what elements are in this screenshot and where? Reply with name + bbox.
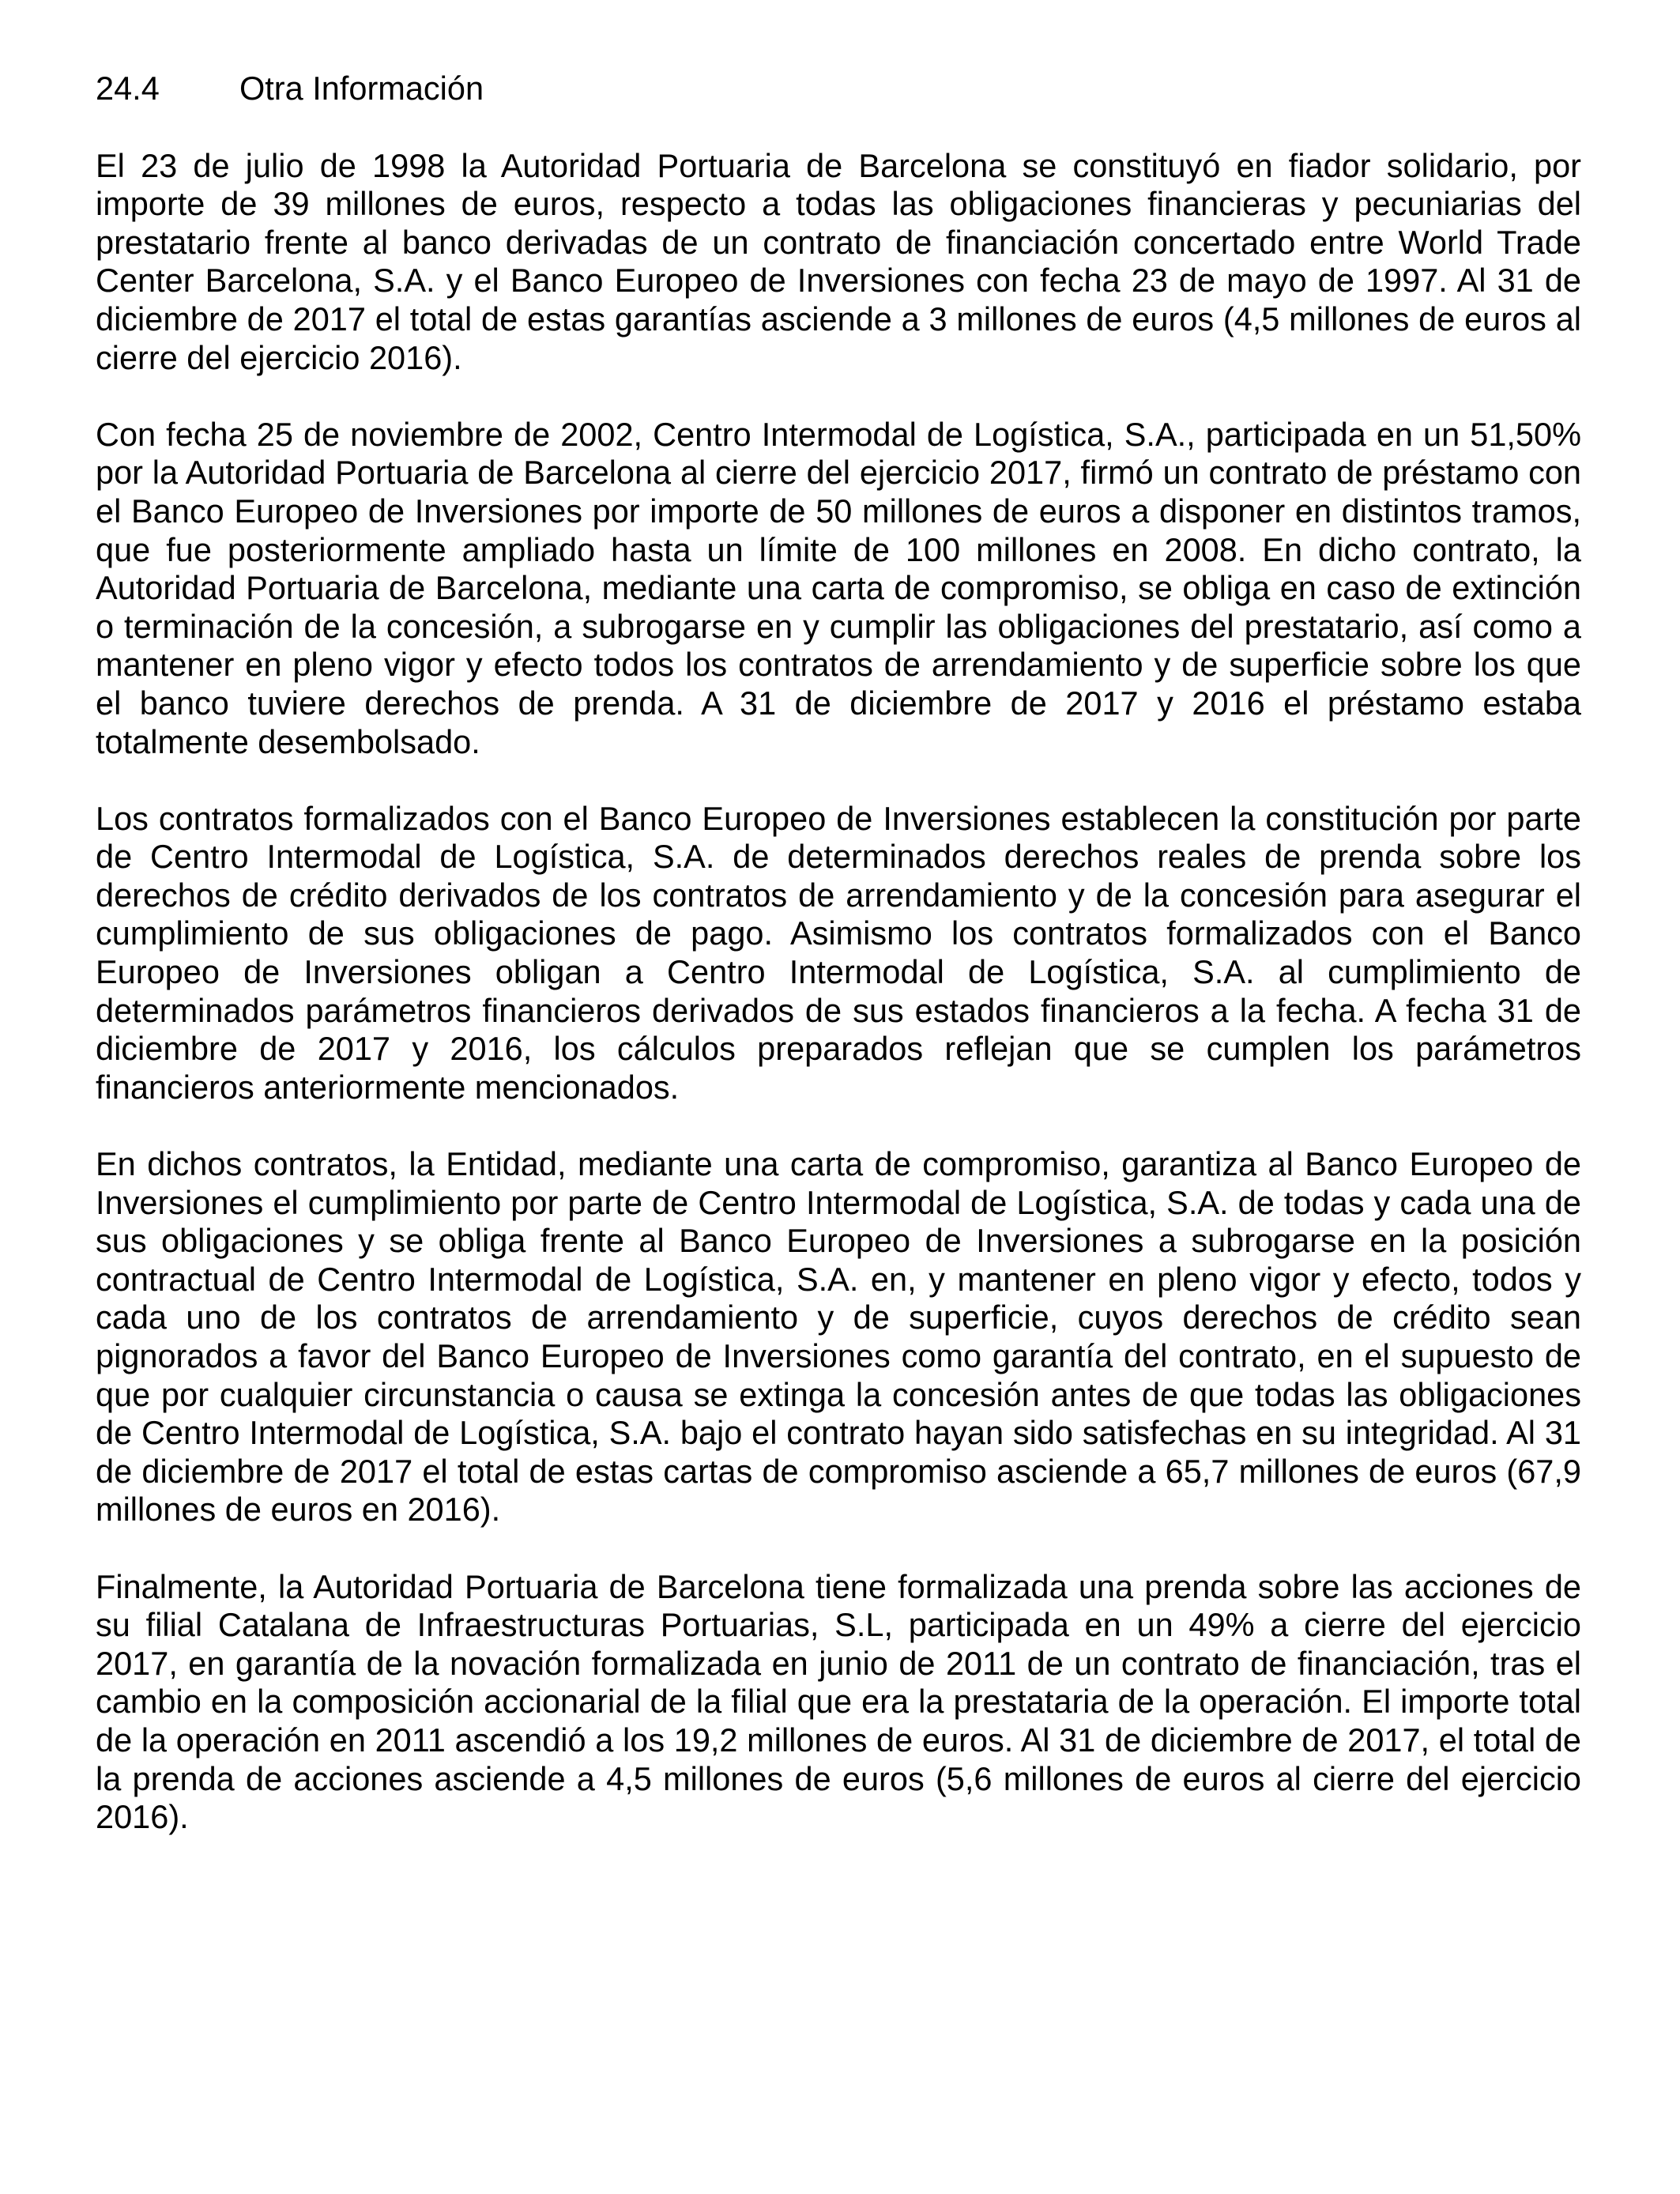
paragraph-cilsa-loan: Con fecha 25 de noviembre de 2002, Centro Intermodal de Logística, S.A., participada en un 51,50% por la Autoridad Portuaria de Barcelona al cierre del ejercicio 2017, firmó un contrato de préstamo con el Banco Europeo de Inversiones por importe de 50 millones de euros a disponer en distintos tramos, que fue posteriormente ampliado hasta un límite de 100 millones en 2008. En dicho contrato, la Autoridad Portuaria de Barcelona, mediante una carta de compromiso, se obliga en caso de extinción o terminación de la concesión, a subrogarse en y cumplir las obligaciones del prestatario, así como a mantener en pleno vigor y efecto todos los contratos de arrendamiento y de superficie sobre los que el banco tuviere derechos de prenda. A 31 de diciembre de 2017 y 2016 el préstamo estaba totalmente desembolsado. xyxy=(96,415,1581,760)
section-heading xyxy=(96,70,1581,108)
section-title: Otra Información xyxy=(239,70,484,107)
paragraph-wtc-guarantee: El 23 de julio de 1998 la Autoridad Portuaria de Barcelona se constituyó en fiador solidario, por importe de 39 millones de euros, respecto a todas las obligaciones financieras y pecuniarias del prestatario frente al banco derivadas de un contrato de financiación concertado entre World Trade Center Barcelona, S.A. y el Banco Europeo de Inversiones con fecha 23 de mayo de 1997. Al 31 de diciembre de 2017 el total de estas garantías asciende a 3 millones de euros (4,5 millones de euros al cierre del ejercicio 2016). xyxy=(96,146,1581,376)
document-page xyxy=(96,70,1581,1875)
paragraph-share-pledge: Finalmente, la Autoridad Portuaria de Barcelona tiene formalizada una prenda sobre las acciones de su filial Catalana de Infraestructuras Portuarias, S.L, participada en un 49% a cierre del ejercicio 2017, en garantía de la novación formalizada en junio de 2011 de un contrato de financiación, tras el cambio en la composición accionarial de la filial que era la prestataria de la operación. El importe total de la operación en 2011 ascendió a los 19,2 millones de euros. Al 31 de diciembre de 2017, el total de la prenda de acciones asciende a 4,5 millones de euros (5,6 millones de euros al cierre del ejercicio 2016). xyxy=(96,1567,1581,1836)
section-number: 24.4 xyxy=(96,70,160,107)
paragraph-bei-contracts: Los contratos formalizados con el Banco Europeo de Inversiones establecen la constitución por parte de Centro Intermodal de Logística, S.A. de determinados derechos reales de prenda sobre los derechos de crédito derivados de los contratos de arrendamiento y de la concesión para asegurar el cumplimiento de sus obligaciones de pago. Asimismo los contratos formalizados con el Banco Europeo de Inversiones obligan a Centro Intermodal de Logística, S.A. al cumplimiento de determinados parámetros financieros derivados de sus estados financieros a la fecha. A fecha 31 de diciembre de 2017 y 2016, los cálculos preparados reflejan que se cumplen los parámetros financieros anteriormente mencionados. xyxy=(96,799,1581,1106)
paragraph-commitment-letter: En dichos contratos, la Entidad, mediante una carta de compromiso, garantiza al Banco Europeo de Inversiones el cumplimiento por parte de Centro Intermodal de Logística, S.A. de todas y cada una de sus obligaciones y se obliga frente al Banco Europeo de Inversiones a subrogarse en la posición contractual de Centro Intermodal de Logística, S.A. en, y mantener en pleno vigor y efecto, todos y cada uno de los contratos de arrendamiento y de superficie, cuyos derechos de crédito sean pignorados a favor del Banco Europeo de Inversiones como garantía del contrato, en el supuesto de que por cualquier circunstancia o causa se extinga la concesión antes de que todas las obligaciones de Centro Intermodal de Logística, S.A. bajo el contrato hayan sido satisfechas en su integridad. Al 31 de diciembre de 2017 el total de estas cartas de compromiso asciende a 65,7 millones de euros (67,9 millones de euros en 2016). xyxy=(96,1145,1581,1529)
